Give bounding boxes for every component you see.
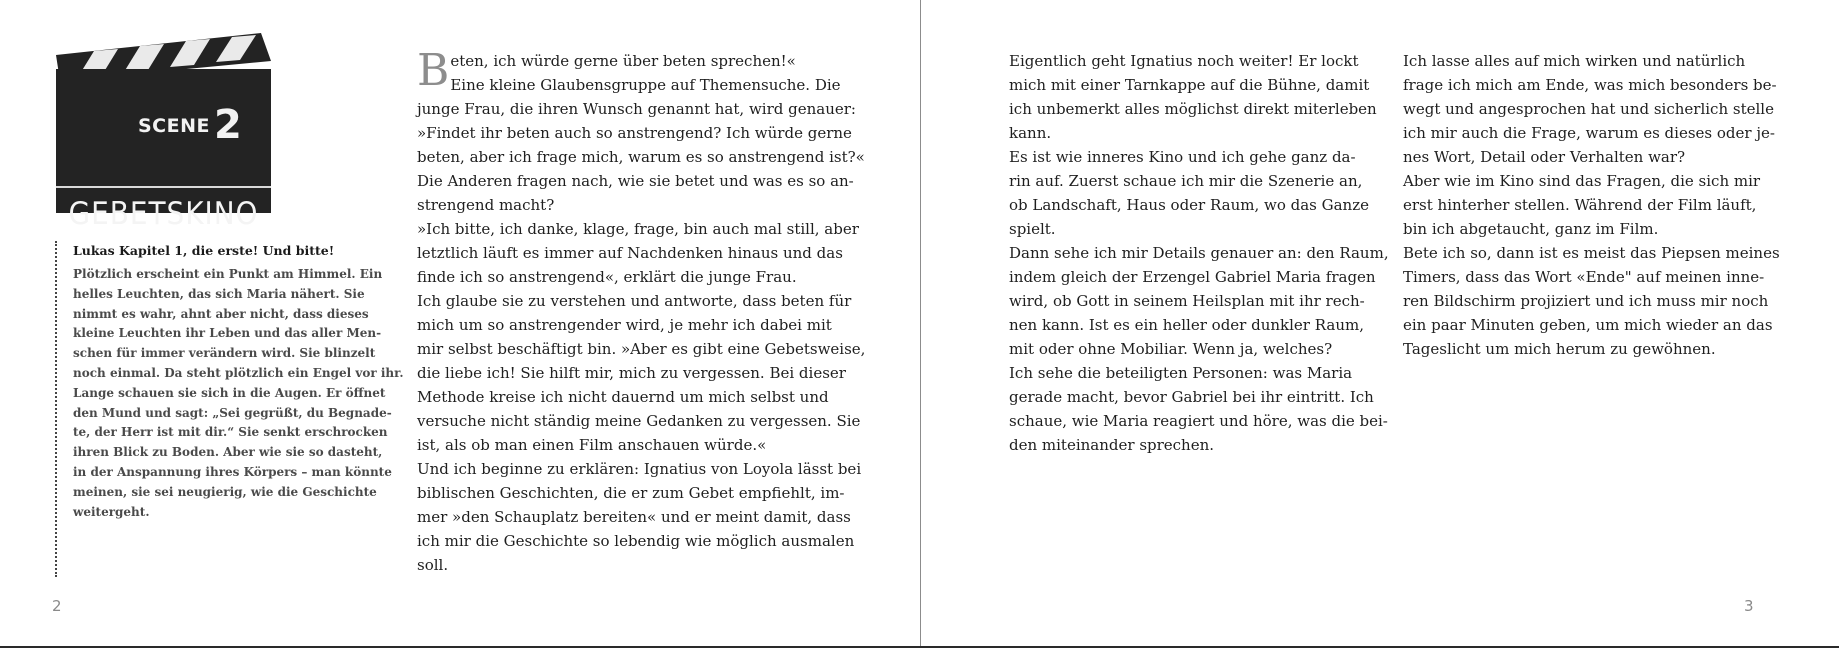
chapter-title: GEBETSKINO — [68, 196, 259, 232]
sidebar-title: Lukas Kapitel 1, die erste! Und bitte! — [73, 243, 335, 258]
body-line: ren Bildschirm projiziert und ich muss mir noch — [1403, 292, 1769, 310]
sidebar-line: den Mund und sagt: „Sei gegrüßt, du Begnade- — [73, 405, 392, 420]
body-line: die liebe ich! Sie hilft mir, mich zu vergessen. Bei dieser — [417, 364, 846, 382]
body-line: indem gleich der Erzengel Gabriel Maria fragen — [1009, 268, 1376, 286]
sidebar-line: kleine Leuchten ihr Leben und das aller Men- — [73, 326, 382, 341]
body-line: kann. — [1009, 124, 1052, 142]
body-line: bin ich abgetaucht, ganz im Film. — [1403, 220, 1659, 238]
body-line: Die Anderen fragen nach, wie sie betet und was es so an- — [417, 172, 854, 190]
body-line: soll. — [417, 556, 449, 574]
body-line: »Findet ihr beten auch so anstrengend? Ich würde gerne — [417, 124, 852, 142]
body-line: versuche nicht ständig meine Gedanken zu vergessen. Sie — [417, 412, 861, 430]
body-line: spielt. — [1009, 220, 1056, 238]
sidebar-line: meinen, sie sei neugierig, wie die Geschichte — [73, 484, 377, 499]
sidebar-line: helles Leuchten, das sich Maria nähert. Sie — [73, 286, 365, 301]
sidebar-line: Lange schauen sie sich in die Augen. Er öffnet — [73, 385, 386, 400]
scene-number: 2 — [214, 102, 242, 148]
body-line: mir selbst beschäftigt bin. »Aber es gibt eine Gebetsweise, — [417, 340, 866, 358]
scripture-sidebar — [55, 241, 404, 577]
body-line: frage ich mich am Ende, was mich besonders be- — [1403, 76, 1777, 94]
body-line: wird, ob Gott in seinem Heilsplan mit ihr rech- — [1009, 292, 1365, 310]
body-line: letztlich läuft es immer auf Nachdenken hinaus und das — [417, 244, 843, 262]
sidebar-line: Plötzlich erscheint ein Punkt am Himmel. Ein — [73, 267, 383, 281]
body-line: Ich glaube sie zu verstehen und antworte, dass beten für — [417, 292, 852, 310]
sidebar-line: in der Anspannung ihres Körpers – man könnte — [73, 464, 392, 479]
body-line: den miteinander sprechen. — [1009, 436, 1215, 454]
body-line: erst hinterher stellen. Während der Film läuft, — [1403, 196, 1757, 214]
sidebar-line: weitergeht. — [73, 504, 150, 519]
body-line: Ich sehe die beteiligten Personen: was Maria — [1009, 364, 1353, 382]
body-line: ein paar Minuten geben, um mich wieder an das — [1403, 316, 1773, 334]
body-line: Und ich beginne zu erklären: Ignatius von Loyola lässt bei — [417, 460, 862, 478]
page-number-left: 2 — [52, 597, 62, 615]
body-line: Eigentlich geht Ignatius noch weiter! Er lockt — [1009, 52, 1359, 70]
body-line: mich mit einer Tarnkappe auf die Bühne, damit — [1009, 76, 1370, 94]
body-column-1 — [417, 45, 866, 577]
opening-line-text: eten, ich würde gerne über beten sprechen!« — [450, 52, 796, 70]
drop-cap: B — [417, 45, 450, 96]
body-line: ich mir auch die Frage, warum es dieses oder je- — [1403, 124, 1775, 142]
body-line: Aber wie im Kino sind das Fragen, die sich mir — [1403, 172, 1761, 190]
body-line: schaue, wie Maria reagiert und höre, was die bei- — [1009, 412, 1388, 430]
body-line: ob Landschaft, Haus oder Raum, wo das Ganze — [1009, 196, 1369, 214]
body-line: mer »den Schauplatz bereiten« und er meint damit, dass — [417, 508, 851, 526]
body-column-2 — [1009, 49, 1389, 457]
body-column-3 — [1403, 49, 1780, 361]
slate-divider — [56, 186, 271, 188]
body-line: ich mir die Geschichte so lebendig wie möglich ausmalen — [417, 532, 855, 550]
sidebar-line: ihren Blick zu Boden. Aber wie sie so dasteht, — [73, 445, 383, 460]
scene-label: SCENE — [138, 115, 210, 137]
body-line: mich um so anstrengender wird, je mehr ich dabei mit — [417, 316, 832, 334]
body-line: Methode kreise ich nicht dauernd um mich selbst und — [417, 388, 829, 406]
body-line: beten, aber ich frage mich, warum es so anstrengend ist?« — [417, 148, 865, 166]
body-line: gerade macht, bevor Gabriel bei ihr eintritt. Ich — [1009, 388, 1374, 406]
body-line: mit oder ohne Mobiliar. Wenn ja, welches? — [1009, 340, 1333, 358]
body-line: nen kann. Ist es ein heller oder dunkler Raum, — [1009, 316, 1364, 334]
body-line: rin auf. Zuerst schaue ich mir die Szenerie an, — [1009, 172, 1363, 190]
body-line: finde ich so anstrengend«, erklärt die junge Frau. — [417, 268, 797, 286]
body-line: Tageslicht um mich herum zu gewöhnen. — [1403, 340, 1716, 358]
body-line: Dann sehe ich mir Details genauer an: den Raum, — [1009, 244, 1389, 262]
page-gutter-divider — [920, 0, 921, 648]
body-line: Bete ich so, dann ist es meist das Piepsen meines — [1403, 244, 1780, 262]
sidebar-line: schen für immer verändern wird. Sie blinzelt — [73, 346, 376, 361]
body-line: »Ich bitte, ich danke, klage, frage, bin auch mal still, aber — [417, 220, 859, 238]
body-line: biblischen Geschichten, die er zum Gebet empfiehlt, im- — [417, 484, 845, 502]
sidebar-line: nimmt es wahr, ahnt aber nicht, dass dieses — [73, 306, 369, 321]
body-line: Es ist wie inneres Kino und ich gehe ganz da- — [1009, 148, 1356, 166]
body-line: wegt und angesprochen hat und sicherlich stelle — [1403, 100, 1774, 118]
body-line: junge Frau, die ihren Wunsch genannt hat, wird genauer: — [417, 100, 856, 118]
clapper-slate — [56, 69, 271, 232]
body-line: ist, als ob man einen Film anschauen würde.« — [417, 436, 767, 454]
body-line: nes Wort, Detail oder Verhalten war? — [1403, 148, 1686, 166]
body-line: Ich lasse alles auf mich wirken und natürlich — [1403, 52, 1746, 70]
body-line: ich unbemerkt alles möglichst direkt miterleben — [1009, 100, 1377, 118]
sidebar-body — [73, 265, 404, 522]
body-line: Eine kleine Glaubensgruppe auf Themensuche. Die — [450, 76, 841, 94]
body-line: Timers, dass das Wort «Ende" auf meinen inne- — [1403, 268, 1765, 286]
page-number-right: 3 — [1744, 597, 1754, 615]
sidebar-line: noch einmal. Da steht plötzlich ein Engel vor ihr. — [73, 365, 404, 380]
sidebar-line: te, der Herr ist mit dir.“ Sie senkt erschrocken — [73, 425, 388, 440]
clapperboard-graphic — [56, 33, 271, 232]
body-line: strengend macht? — [417, 196, 555, 214]
